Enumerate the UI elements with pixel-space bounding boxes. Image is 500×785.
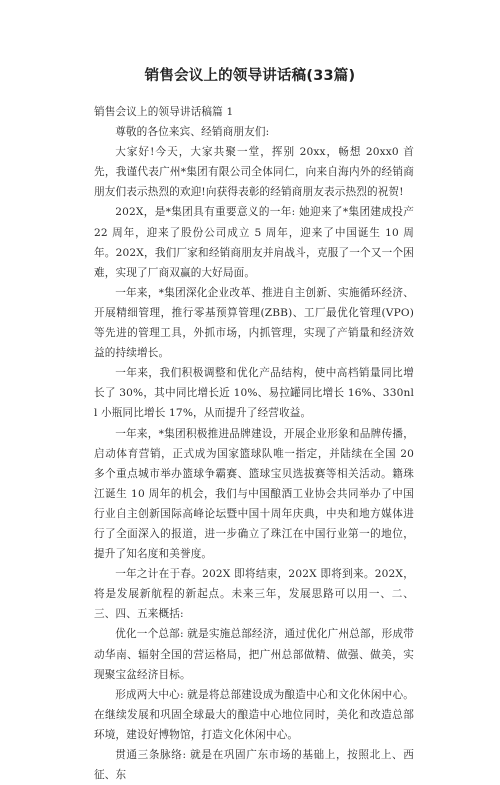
- document-title: 销售会议上的领导讲话稿(33篇): [144, 68, 356, 84]
- paragraph: 202X，是*集团具有重要意义的一年: 她迎来了*集团建成投产 22 周年，迎来了股份公司成立 5 周年，迎来了中国诞生 10 周年。202X，我们厂家和经销商朋友并肩战斗，克服了一个又一个困难，实现了厂商双赢的大好局面。: [94, 206, 414, 279]
- paragraph: 一年来，*集团积极推进品牌建设，开展企业形象和品牌传播，启动体育营销，正式成为国家篮球队唯一指定，并陆续在全国 20 多个重点城市举办篮球争霸赛、篮球宝贝选拔赛等相关活动。籍珠江诞生 10 周年的机会，我们与中国酿酒工业协会共同举办了中国行业自主创新国际高峰论坛暨中国十周年庆典，中央和地方媒体进行了全面深入的报道，进一步确立了珠江在中国行业第一的地位，提升了知名度和美誉度。: [94, 427, 414, 561]
- paragraph: 贯通三条脉络: 就是在巩固广东市场的基础上，按照北上、西征、东: [94, 749, 414, 782]
- paragraph: 大家好!今天，大家共聚一堂，挥别 20xx，畅想 20xx0 首先，我谨代表广州*集团有限公司全体同仁，向来自海内外的经销商朋友们表示热烈的欢迎!向获得表彰的经销商朋友表示热烈的祝贺!: [94, 146, 414, 199]
- salutation: 尊敬的各位来宾、经销商朋友们:: [115, 126, 270, 139]
- document-body: [94, 102, 414, 785]
- paragraph: 一年来，*集团深化企业改革、推进自主创新、实施循环经济、开展精细管理，推行零基预算管理(ZBB)、工厂最优化管理(VPO)等先进的管理工具，外抓市场，内抓管理，实现了产销量和经济效益的持续增长。: [94, 286, 414, 360]
- paragraph: 一年之计在于春。202X 即将结束，202X 即将到来。202X，将是发展新航程的新起点。未来三年，发展思路可以用一、二、三、四、五来概括:: [94, 568, 414, 621]
- paragraph: 形成两大中心: 就是将总部建设成为酿造中心和文化休闲中心。在继续发展和巩固全球最大的酿造中心地位同时，美化和改造总部环境，建设好博物馆，打造文化休闲中心。: [94, 688, 414, 741]
- paragraph: 优化一个总部: 就是实施总部经济，通过优化广州总部，形成带动华南、辐射全国的营运格局，把广州总部做精、做强、做美，实现聚宝盆经济目标。: [94, 628, 414, 681]
- section-heading: 销售会议上的领导讲话稿篇 1: [94, 106, 234, 118]
- paragraph: 一年来，我们积极调整和优化产品结构，使中高档销量同比增长了 30%，其中同比增长近 10%、易拉罐同比增长 16%、330nll 小瓶同比增长 17%，从而提升了经营收益。: [94, 367, 414, 420]
